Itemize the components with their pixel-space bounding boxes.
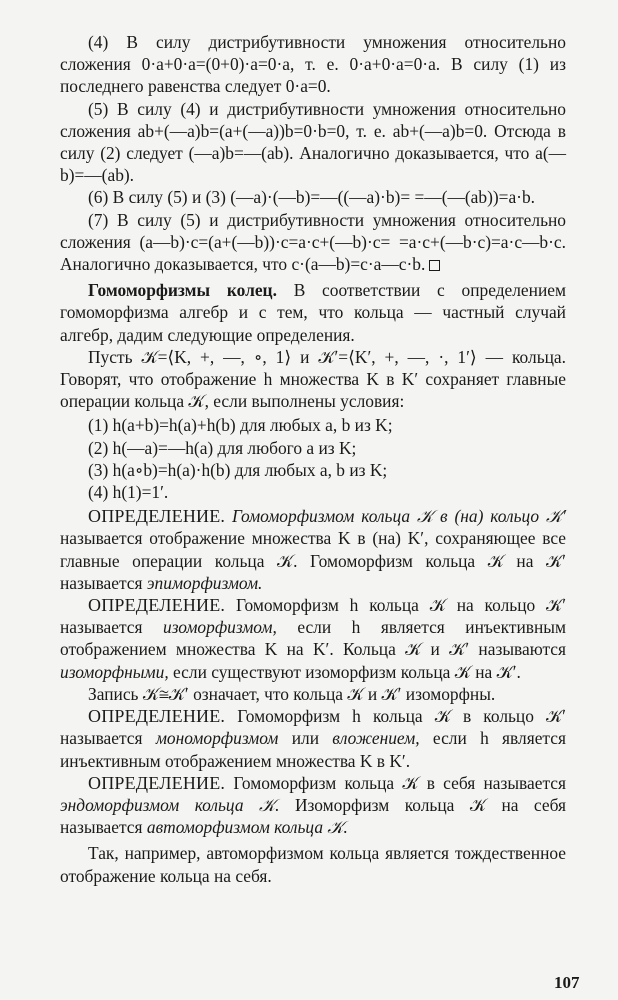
section-heading: Гомоморфизмы колец. — [88, 280, 277, 301]
term-embedding: вложением, — [332, 728, 420, 749]
def3-body-b: если h является инъективным отображением множества K в K′. — [60, 728, 566, 771]
def4-body-a: Гомоморфизм кольца 𝒦 в себя называется — [233, 772, 566, 793]
definition-label: ОПРЕДЕЛЕНИЕ. — [88, 595, 226, 616]
def1-body: называется отображение множества K в (на) K′, сохраняющее все главные операции кольца 𝒦. Гомоморфизм кольца 𝒦 на 𝒦′ называется — [60, 528, 566, 593]
def2-body-c: если существуют изоморфизм кольца 𝒦 на 𝒦′. — [173, 661, 521, 682]
definition-homomorphism — [60, 505, 566, 594]
term-isomorphism: изоморфизмом, — [163, 617, 277, 638]
paragraph-item-6: (6) В силу (5) и (3) (—a)·(—b)=—((—a)·b)= =—(—(ab))=a·b. — [88, 187, 536, 208]
definition-label: ОПРЕДЕЛЕНИЕ. — [88, 506, 226, 527]
item-7-text: (7) В силу (5) и дистрибутивности умножения относительно сложения (a—b)·c=(a+(—b))·c=a·c+(—b)·c= =a·c+(—b·c)=a·c—b·c. Аналогично доказывается, что c·(a—b)=c·a—c·b. — [60, 209, 566, 275]
homomorphisms-paragraph — [60, 279, 566, 346]
definition-label: ОПРЕДЕЛЕНИЕ. — [88, 706, 226, 727]
qed-square-icon — [429, 260, 440, 271]
condition-2: (2) h(—a)=—h(a) для любого a из K; — [88, 437, 357, 458]
conditions-list — [60, 414, 566, 503]
term-isomorphic: изоморфными, — [60, 661, 169, 682]
def4-body-b: Изоморфизм кольца 𝒦 на себя называется — [60, 794, 566, 838]
term-endomorphism: эндоморфизмом кольца 𝒦. — [60, 794, 280, 815]
condition-3: (3) h(a∘b)=h(a)·h(b) для любых a, b из K; — [88, 459, 388, 480]
definition-endomorphism — [60, 772, 566, 839]
def2-body-a: Гомоморфизм h кольца 𝒦 на кольцо 𝒦′ называется — [60, 595, 566, 638]
term-automorphism: автоморфизмом кольца 𝒦. — [146, 817, 348, 838]
condition-1: (1) h(a+b)=h(a)+h(b) для любых a, b из K; — [88, 415, 393, 436]
paragraph-item-7 — [60, 209, 566, 276]
notation-paragraph: Запись 𝒦≅𝒦′ означает, что кольца 𝒦 и 𝒦′ изоморфны. — [88, 683, 496, 704]
condition-4: (4) h(1)=1′. — [88, 482, 169, 503]
let-paragraph: Пусть 𝒦=⟨K, +, —, ∘, 1⟩ и 𝒦′=⟨K′, +, —, ·, 1′⟩ — кольца. Говорят, что отображение h множества K в K′ сохраняет главные операции кольца 𝒦, если выполнены условия: — [60, 346, 566, 412]
def3-or: или — [291, 728, 319, 749]
paragraph-item-5: (5) В силу (4) и дистрибутивности умножения относительно сложения ab+(—a)b=(a+(—a))b=0·b=0, т. е. ab+(—a)b=0. Отсюда в силу (2) следует (—a)b=—(ab). Аналогично доказывается, что a(—b)=—(ab). — [60, 98, 566, 186]
paragraph-item-4: (4) В силу дистрибутивности умножения относительно сложения 0·a+0·a=(0+0)·a=0·a, т. е. 0·a+0·a=0·a. В силу (1) из последнего равенства следует 0·a=0. — [60, 32, 566, 97]
term-homomorphism: Гомоморфизмом кольца 𝒦 в (на) кольцо 𝒦′ — [232, 506, 566, 527]
term-monomorphism: мономорфизмом — [155, 728, 279, 749]
definition-isomorphism — [60, 594, 566, 683]
definition-label: ОПРЕДЕЛЕНИЕ. — [88, 772, 226, 793]
closing-paragraph: Так, например, автоморфизмом кольца является тождественное отображение кольца на себя. — [60, 843, 566, 886]
page-number: 107 — [554, 973, 580, 992]
def2-body-b: если h является инъективным отображением множества K на K′. Кольца 𝒦 и 𝒦′ называются — [60, 617, 566, 660]
def3-body-a: Гомоморфизм h кольца 𝒦 в кольцо 𝒦′ называется — [60, 706, 566, 749]
section-intro: В соответствии с определением гомоморфизма алгебр и с тем, что кольца — частный случай алгебр, дадим следующие определения. — [60, 280, 566, 345]
definition-monomorphism — [60, 705, 566, 772]
term-epimorphism: эпиморфизмом. — [146, 572, 263, 593]
